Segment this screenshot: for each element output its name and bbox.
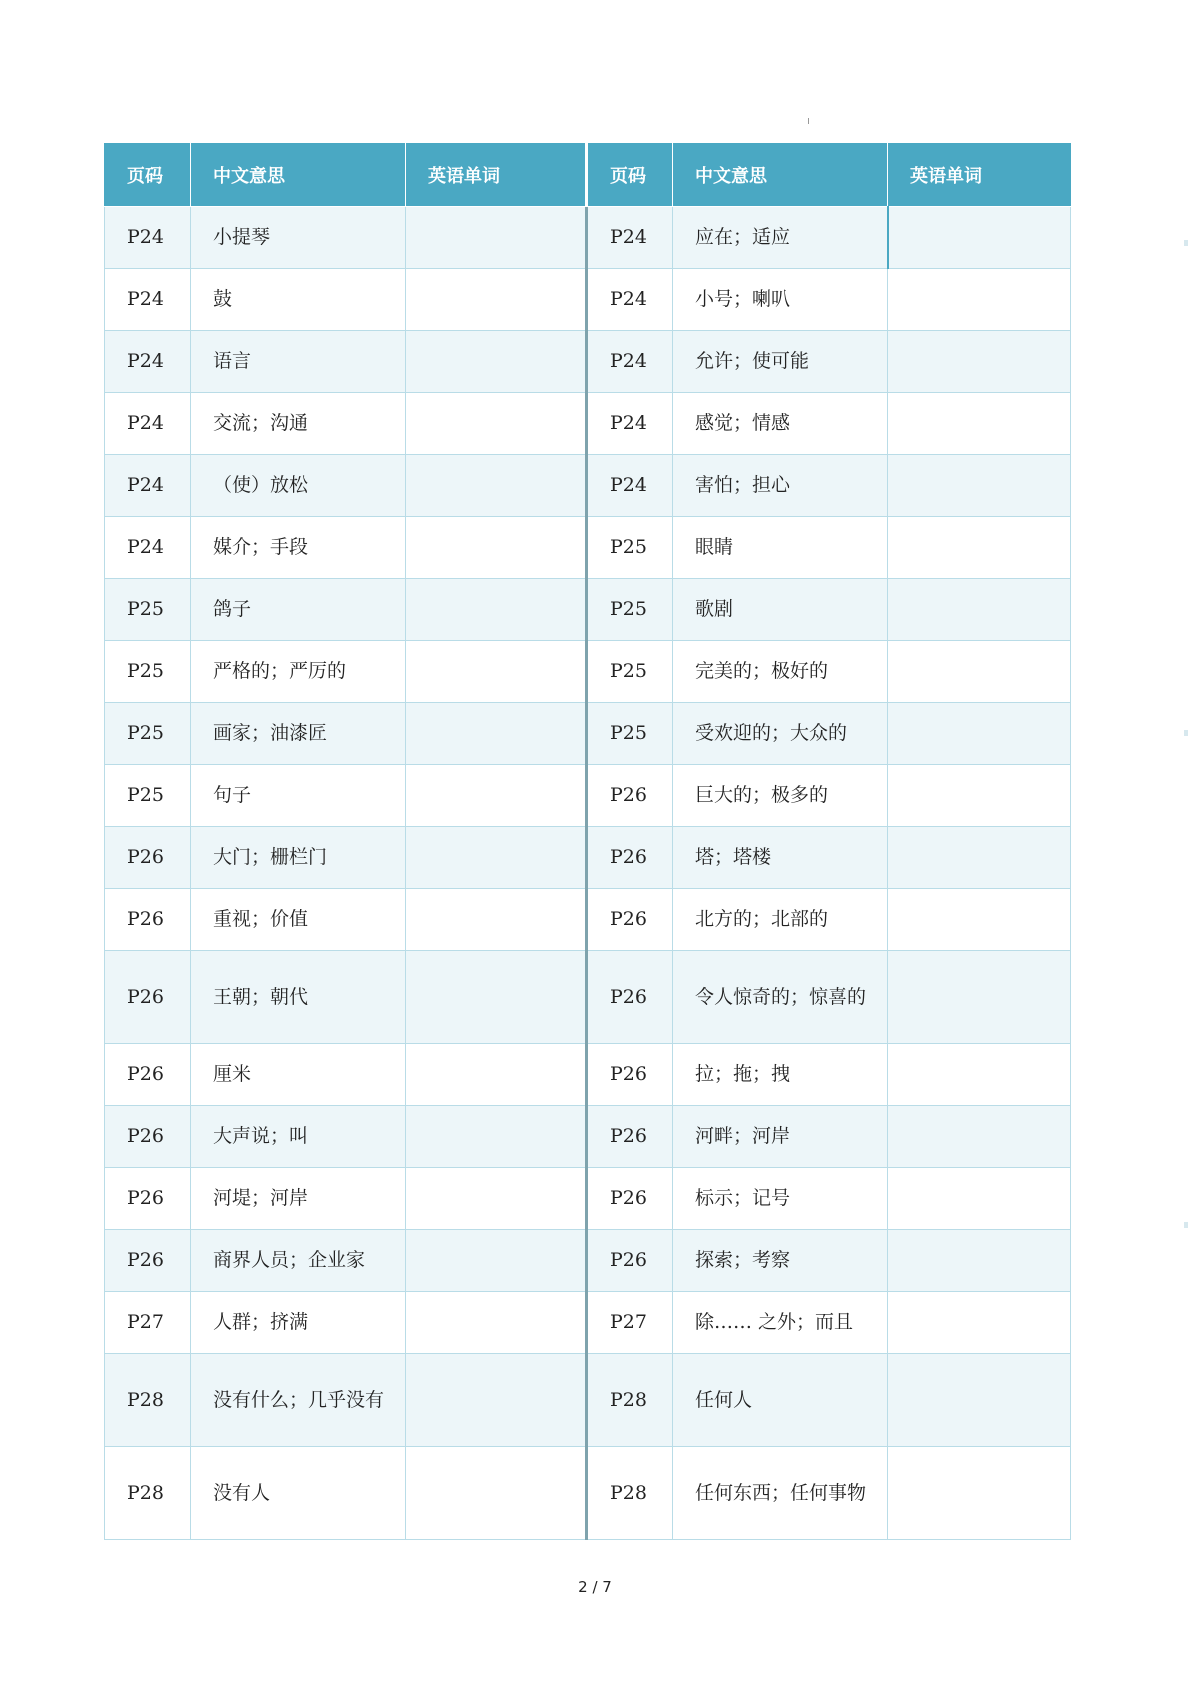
left-page-cell: P24 <box>105 393 191 455</box>
left-page-cell: P27 <box>105 1292 191 1354</box>
left-english-cell[interactable] <box>406 1354 587 1447</box>
right-chinese-cell: 任何东西；任何事物 <box>673 1447 888 1540</box>
right-page-cell: P24 <box>587 455 673 517</box>
left-english-cell[interactable] <box>406 579 587 641</box>
right-page-cell: P26 <box>587 1168 673 1230</box>
table-row <box>105 1168 1071 1230</box>
left-chinese-cell: 交流；沟通 <box>191 393 406 455</box>
left-english-cell[interactable] <box>406 331 587 393</box>
left-chinese-cell: 厘米 <box>191 1044 406 1106</box>
left-page-cell: P24 <box>105 517 191 579</box>
left-page-cell: P26 <box>105 951 191 1044</box>
right-chinese-cell: 受欢迎的；大众的 <box>673 703 888 765</box>
right-chinese-cell: 歌剧 <box>673 579 888 641</box>
left-page-cell: P26 <box>105 1230 191 1292</box>
table-body <box>105 207 1071 1540</box>
left-chinese-cell: 大门；栅栏门 <box>191 827 406 889</box>
right-page-cell: P26 <box>587 827 673 889</box>
right-chinese-cell: 塔；塔楼 <box>673 827 888 889</box>
right-chinese-cell: 小号；喇叭 <box>673 269 888 331</box>
table-row <box>105 455 1071 517</box>
side-mark <box>1184 1222 1188 1228</box>
right-english-cell[interactable] <box>888 703 1071 765</box>
left-english-cell[interactable] <box>406 1230 587 1292</box>
left-chinese-cell: 画家；油漆匠 <box>191 703 406 765</box>
right-english-cell[interactable] <box>888 331 1071 393</box>
right-page-cell: P25 <box>587 517 673 579</box>
left-page-cell: P26 <box>105 1106 191 1168</box>
left-chinese-cell: 鼓 <box>191 269 406 331</box>
table-row <box>105 703 1071 765</box>
side-mark <box>1184 730 1188 736</box>
right-chinese-cell: 北方的；北部的 <box>673 889 888 951</box>
right-page-cell: P25 <box>587 703 673 765</box>
table-row <box>105 1354 1071 1447</box>
left-page-cell: P26 <box>105 1168 191 1230</box>
left-page-cell: P28 <box>105 1447 191 1540</box>
left-english-cell[interactable] <box>406 1106 587 1168</box>
table-row <box>105 1044 1071 1106</box>
right-english-cell[interactable] <box>888 1354 1071 1447</box>
right-page-cell: P26 <box>587 1230 673 1292</box>
table-row <box>105 951 1071 1044</box>
left-english-cell[interactable] <box>406 703 587 765</box>
left-chinese-cell: 媒介；手段 <box>191 517 406 579</box>
table-row <box>105 269 1071 331</box>
left-page-cell: P24 <box>105 331 191 393</box>
left-chinese-cell: 商界人员；企业家 <box>191 1230 406 1292</box>
right-page-cell: P24 <box>587 207 673 269</box>
left-english-cell[interactable] <box>406 765 587 827</box>
right-english-cell[interactable] <box>888 827 1071 889</box>
left-page-cell: P25 <box>105 641 191 703</box>
left-chinese-cell: 王朝；朝代 <box>191 951 406 1044</box>
right-page-cell: P26 <box>587 951 673 1044</box>
right-english-cell[interactable] <box>888 207 1071 269</box>
left-page-cell: P25 <box>105 703 191 765</box>
left-english-cell[interactable] <box>406 1292 587 1354</box>
table-row <box>105 1106 1071 1168</box>
right-english-cell[interactable] <box>888 269 1071 331</box>
right-chinese-cell: 害怕；担心 <box>673 455 888 517</box>
right-page-cell: P26 <box>587 1106 673 1168</box>
header-page-right: 页码 <box>587 143 673 207</box>
right-chinese-cell: 拉；拖；拽 <box>673 1044 888 1106</box>
left-chinese-cell: 鸽子 <box>191 579 406 641</box>
left-page-cell: P26 <box>105 827 191 889</box>
left-chinese-cell: 小提琴 <box>191 207 406 269</box>
right-page-cell: P26 <box>587 1044 673 1106</box>
left-english-cell[interactable] <box>406 1044 587 1106</box>
right-page-cell: P26 <box>587 889 673 951</box>
right-english-cell[interactable] <box>888 579 1071 641</box>
right-english-cell[interactable] <box>888 1106 1071 1168</box>
right-page-cell: P26 <box>587 765 673 827</box>
table-row <box>105 765 1071 827</box>
right-page-cell: P24 <box>587 331 673 393</box>
right-chinese-cell: 河畔；河岸 <box>673 1106 888 1168</box>
left-chinese-cell: 没有什么；几乎没有 <box>191 1354 406 1447</box>
left-english-cell[interactable] <box>406 889 587 951</box>
left-chinese-cell: 语言 <box>191 331 406 393</box>
left-english-cell[interactable] <box>406 207 587 269</box>
right-english-cell[interactable] <box>888 641 1071 703</box>
right-chinese-cell: 感觉；情感 <box>673 393 888 455</box>
right-english-cell[interactable] <box>888 951 1071 1044</box>
table-row <box>105 331 1071 393</box>
right-english-cell[interactable] <box>888 1230 1071 1292</box>
right-english-cell[interactable] <box>888 455 1071 517</box>
left-page-cell: P28 <box>105 1354 191 1447</box>
right-english-cell[interactable] <box>888 1447 1071 1540</box>
table-row <box>105 889 1071 951</box>
right-chinese-cell: 巨大的；极多的 <box>673 765 888 827</box>
right-chinese-cell: 眼睛 <box>673 517 888 579</box>
right-english-cell[interactable] <box>888 517 1071 579</box>
left-chinese-cell: 没有人 <box>191 1447 406 1540</box>
table-row <box>105 1292 1071 1354</box>
right-page-cell: P24 <box>587 269 673 331</box>
left-chinese-cell: 人群；挤满 <box>191 1292 406 1354</box>
table-row <box>105 207 1071 269</box>
side-mark <box>1184 240 1188 246</box>
right-page-cell: P24 <box>587 393 673 455</box>
left-chinese-cell: 严格的；严厉的 <box>191 641 406 703</box>
left-chinese-cell: （使）放松 <box>191 455 406 517</box>
left-english-cell[interactable] <box>406 1168 587 1230</box>
right-english-cell[interactable] <box>888 1168 1071 1230</box>
left-english-cell[interactable] <box>406 951 587 1044</box>
left-english-cell[interactable] <box>406 393 587 455</box>
right-chinese-cell: 标示；记号 <box>673 1168 888 1230</box>
table-row <box>105 1230 1071 1292</box>
left-page-cell: P24 <box>105 269 191 331</box>
page-number: 2 / 7 <box>578 1578 612 1596</box>
left-page-cell: P24 <box>105 207 191 269</box>
right-chinese-cell: 探索；考察 <box>673 1230 888 1292</box>
left-chinese-cell: 大声说；叫 <box>191 1106 406 1168</box>
left-page-cell: P25 <box>105 765 191 827</box>
table-row <box>105 579 1071 641</box>
left-english-cell[interactable] <box>406 455 587 517</box>
right-page-cell: P25 <box>587 579 673 641</box>
right-page-cell: P28 <box>587 1354 673 1447</box>
table-row <box>105 393 1071 455</box>
table-row <box>105 517 1071 579</box>
table-row <box>105 827 1071 889</box>
right-chinese-cell: 应在；适应 <box>673 207 888 269</box>
right-chinese-cell: 令人惊奇的；惊喜的 <box>673 951 888 1044</box>
header-page-left: 页码 <box>105 143 191 207</box>
left-english-cell[interactable] <box>406 641 587 703</box>
left-page-cell: P26 <box>105 889 191 951</box>
left-chinese-cell: 重视；价值 <box>191 889 406 951</box>
right-english-cell[interactable] <box>888 393 1071 455</box>
right-chinese-cell: 完美的；极好的 <box>673 641 888 703</box>
left-chinese-cell: 河堤；河岸 <box>191 1168 406 1230</box>
right-english-cell[interactable] <box>888 765 1071 827</box>
table-row <box>105 1447 1071 1540</box>
table-row <box>105 641 1071 703</box>
right-chinese-cell: 任何人 <box>673 1354 888 1447</box>
right-chinese-cell: 除…… 之外；而且 <box>673 1292 888 1354</box>
left-english-cell[interactable] <box>406 517 587 579</box>
vocabulary-table <box>104 143 1071 1540</box>
left-english-cell[interactable] <box>406 1447 587 1540</box>
left-page-cell: P26 <box>105 1044 191 1106</box>
header-english-left: 英语单词 <box>406 143 587 207</box>
right-english-cell[interactable] <box>888 889 1071 951</box>
right-page-cell: P25 <box>587 641 673 703</box>
header-english-right: 英语单词 <box>888 143 1071 207</box>
right-page-cell: P28 <box>587 1447 673 1540</box>
left-page-cell: P24 <box>105 455 191 517</box>
left-chinese-cell: 句子 <box>191 765 406 827</box>
table-header-row <box>105 143 1071 207</box>
right-page-cell: P27 <box>587 1292 673 1354</box>
left-page-cell: P25 <box>105 579 191 641</box>
right-english-cell[interactable] <box>888 1292 1071 1354</box>
right-chinese-cell: 允许；使可能 <box>673 331 888 393</box>
left-english-cell[interactable] <box>406 827 587 889</box>
page-mark <box>808 118 809 124</box>
left-english-cell[interactable] <box>406 269 587 331</box>
right-english-cell[interactable] <box>888 1044 1071 1106</box>
header-chinese-right: 中文意思 <box>673 143 888 207</box>
header-chinese-left: 中文意思 <box>191 143 406 207</box>
